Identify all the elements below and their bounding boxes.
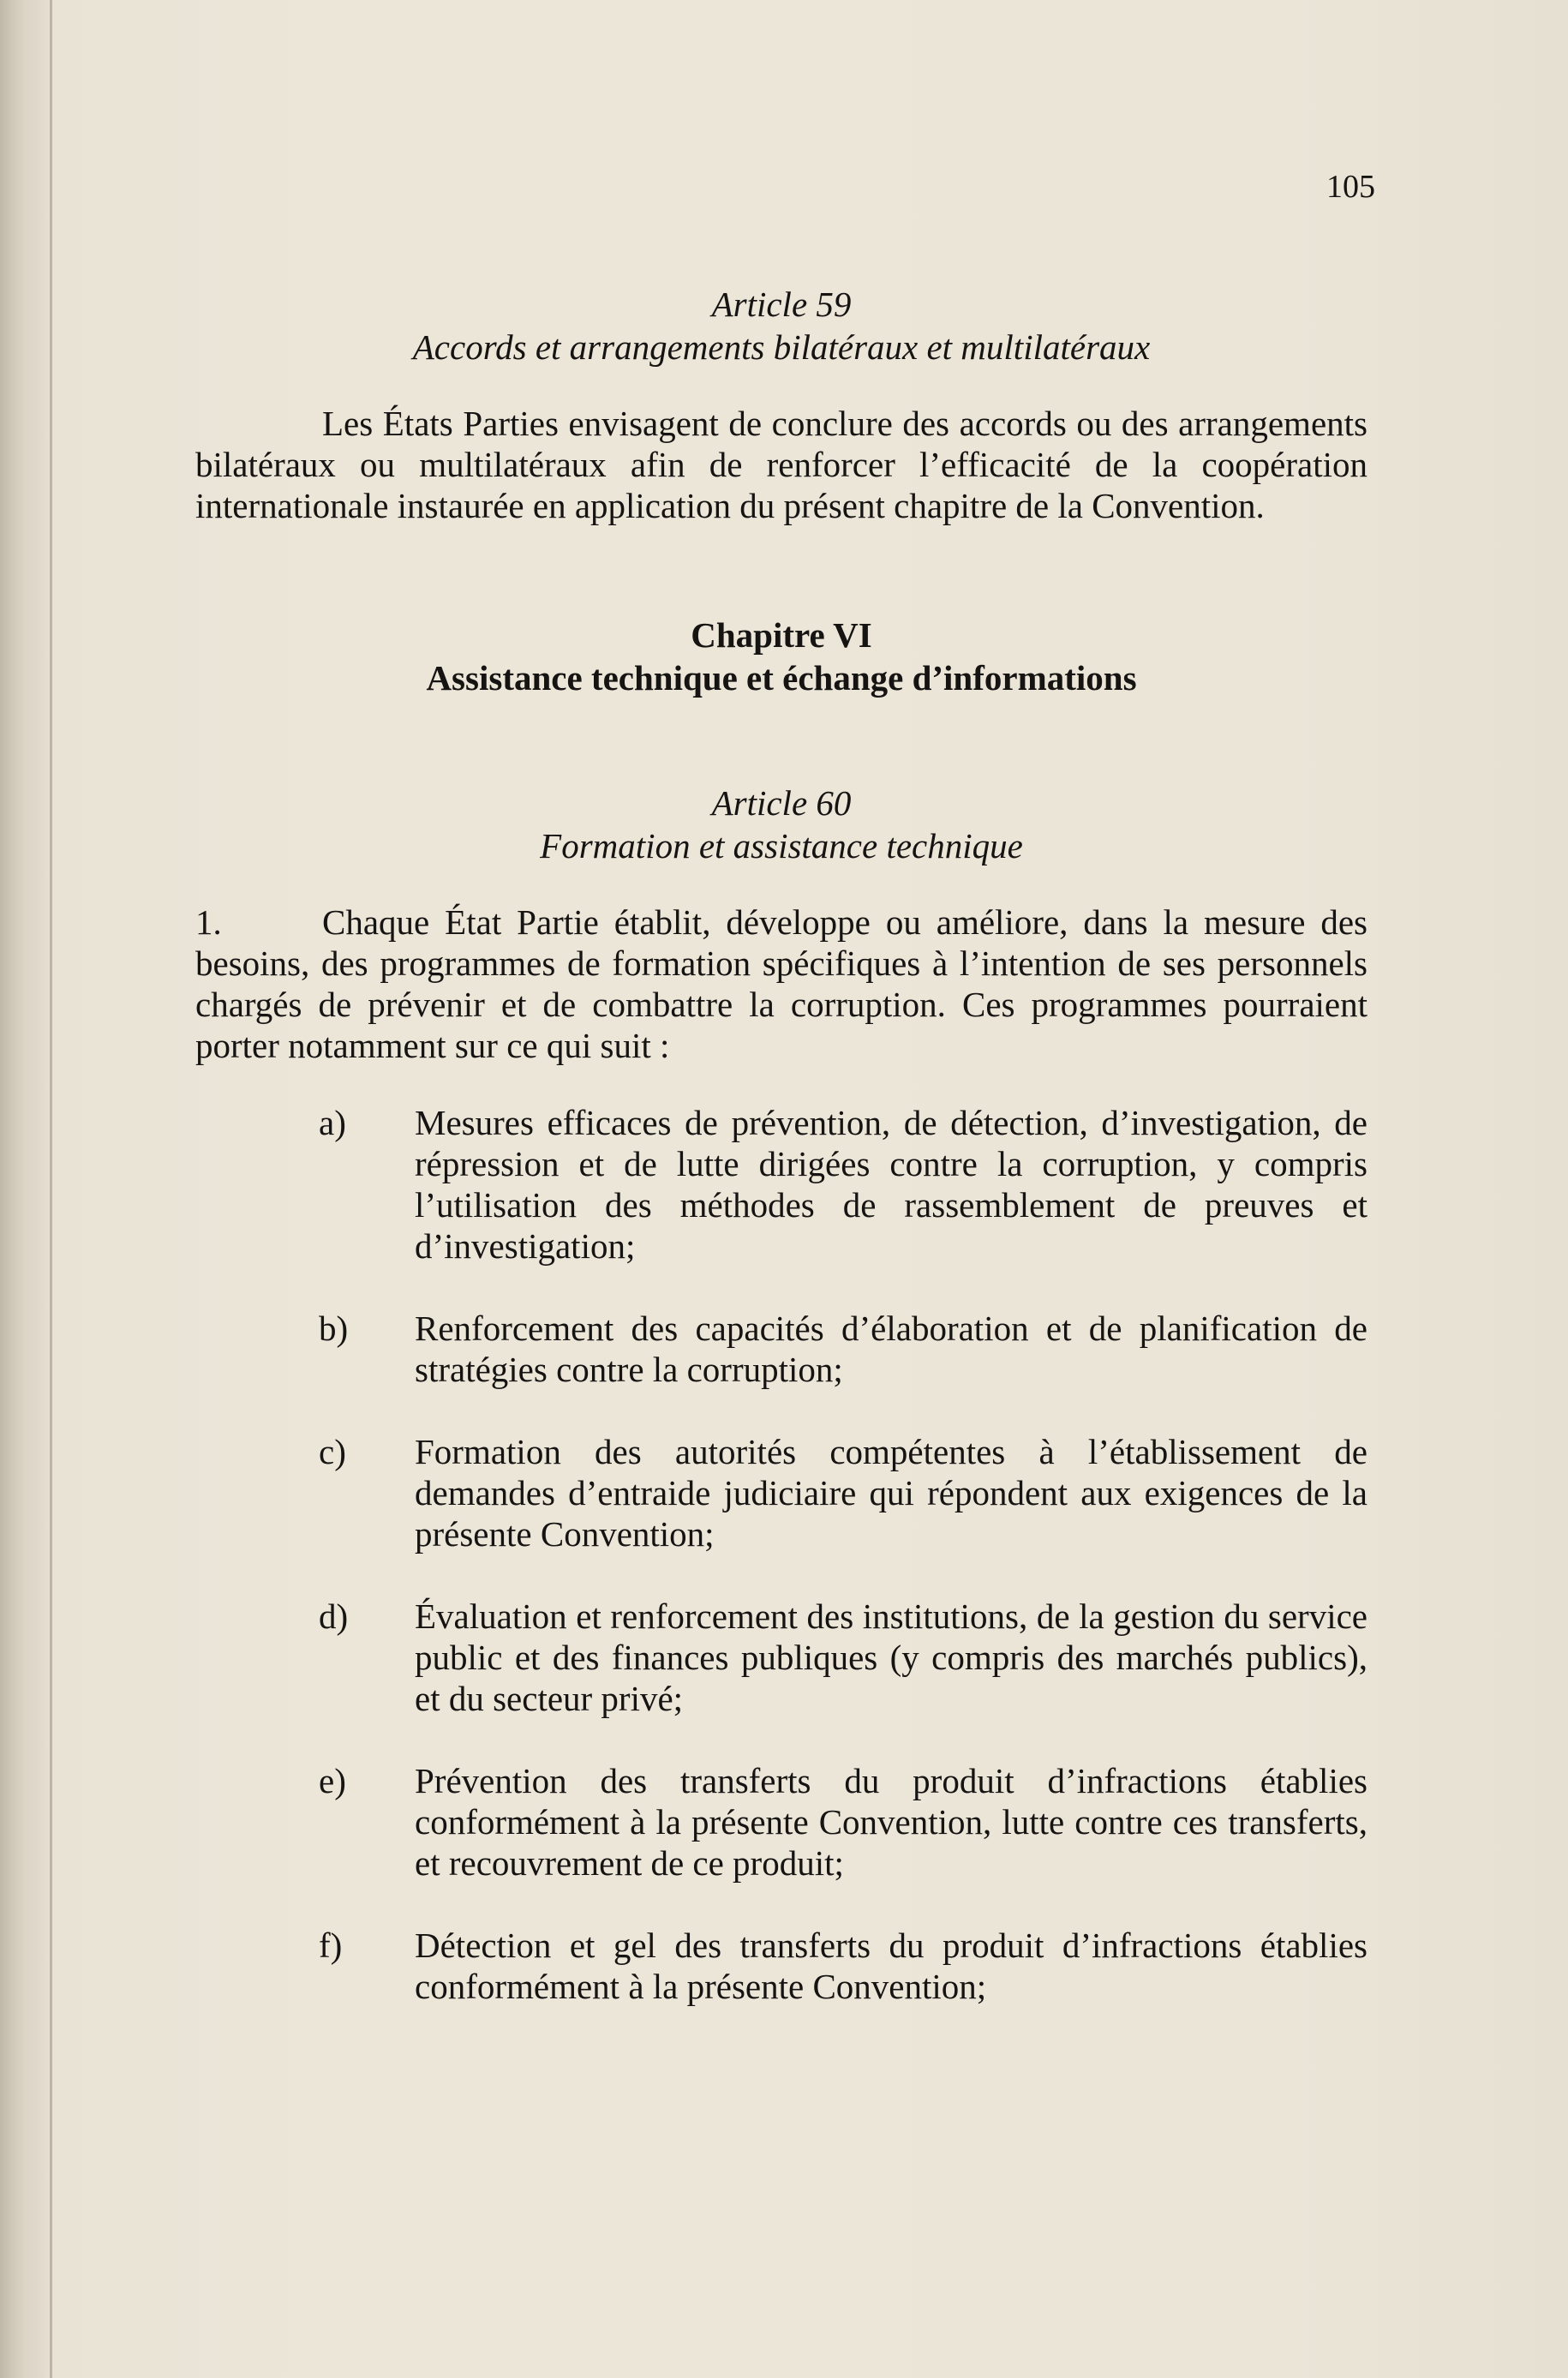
list-item bbox=[195, 1431, 1368, 1554]
list-item-text: Renforcement des capacités d’élaboration et de planification de stratégies contre la corruption; bbox=[415, 1309, 1368, 1389]
list-item-label: e) bbox=[319, 1761, 346, 1800]
page-content bbox=[195, 283, 1368, 2048]
list-item-label: c) bbox=[319, 1432, 346, 1471]
binding-line bbox=[50, 0, 52, 2378]
chapter-number: Chapitre VI bbox=[691, 615, 872, 655]
list-item-label: a) bbox=[319, 1103, 346, 1142]
list-item-text: Détection et gel des transferts du produit d’infractions établies conformément à la présente Convention; bbox=[415, 1926, 1368, 2006]
list-item-label: d) bbox=[319, 1596, 349, 1636]
article-60-number: Article 60 bbox=[711, 783, 852, 823]
training-topics-list bbox=[195, 1102, 1368, 2007]
list-item bbox=[195, 1760, 1368, 1884]
list-item-text: Prévention des transferts du produit d’infractions établies conformément à la présente Convention, lutte contre ces transferts, et recouvrement de ce produit; bbox=[415, 1761, 1368, 1883]
list-item-label: f) bbox=[319, 1926, 343, 1965]
list-item-text: Mesures efficaces de prévention, de détection, d’investigation, de répression et de lutte dirigées contre la corruption, y compris l’utilisation des méthodes de rassemblement de preuves et d’investigation; bbox=[415, 1103, 1368, 1266]
list-item-label: b) bbox=[319, 1309, 349, 1348]
article-59-title: Accords et arrangements bilatéraux et multilatéraux bbox=[412, 327, 1151, 367]
article-59-number: Article 59 bbox=[711, 285, 852, 324]
paragraph-number: 1. bbox=[195, 902, 222, 942]
article-59-paragraph: Les États Parties envisagent de conclure des accords ou des arrangements bilatéraux ou multilatéraux afin de renforcer l’efficacité de la coopération internationale instaurée en application du présent chapitre de la Convention. bbox=[195, 404, 1368, 525]
paragraph-text: Chaque État Partie établit, développe ou améliore, dans la mesure des besoins, des programmes de formation spécifiques à l’intention de ses personnels chargés de prévenir et de combattre la corruption. Ces programmes pourraient porter notamment sur ce qui suit : bbox=[195, 902, 1368, 1065]
list-item-text: Formation des autorités compétentes à l’établissement de demandes d’entraide judiciaire qui répondent aux exigences de la présente Convention; bbox=[415, 1432, 1368, 1554]
list-item bbox=[195, 1596, 1368, 1719]
binding-shadow bbox=[0, 0, 55, 2378]
article-60-title: Formation et assistance technique bbox=[540, 826, 1023, 866]
chapter-title: Assistance technique et échange d’informations bbox=[426, 658, 1137, 698]
list-item bbox=[195, 1308, 1368, 1390]
list-item-text: Évaluation et renforcement des institutions, de la gestion du service public et des finances publiques (y compris des marchés publics), et du secteur privé; bbox=[415, 1596, 1368, 1718]
list-item bbox=[195, 1102, 1368, 1267]
list-item bbox=[195, 1925, 1368, 2007]
page-number: 105 bbox=[1326, 169, 1375, 205]
article-60-paragraph-1 bbox=[195, 901, 1368, 1066]
